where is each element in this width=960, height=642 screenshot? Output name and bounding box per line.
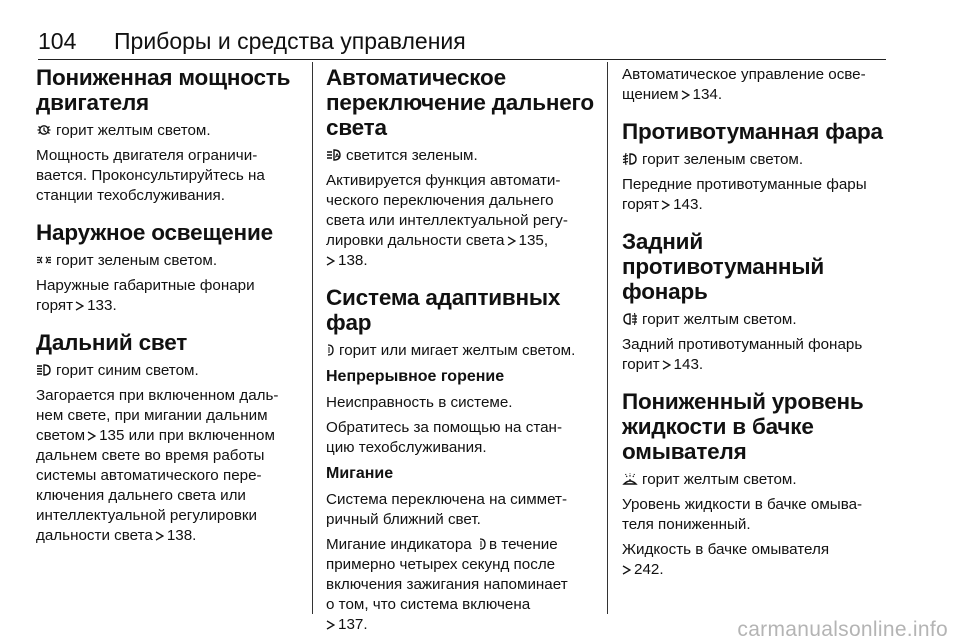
body-text: Автоматическое управление осве- щением 134. (622, 66, 866, 103)
svg-text:A: A (335, 153, 340, 160)
auto-high-beam-icon (326, 148, 342, 162)
section-high-beam (36, 330, 300, 546)
adaptive-headlight-icon (478, 537, 487, 551)
column-divider (312, 62, 313, 614)
indicator-line: A светится зеленым. (326, 146, 596, 166)
subsection-title: Мигание (326, 465, 394, 482)
section-reduced-engine-power (36, 65, 300, 206)
front-fog-light-icon (622, 152, 638, 166)
reference-arrow-icon[interactable] (662, 355, 671, 375)
section-title: Дальний свет (36, 330, 188, 355)
reference-arrow-icon[interactable] (507, 231, 516, 251)
body-text: Система переключена на симмет- ричный ближний свет. (326, 491, 568, 528)
section-auto-high-beam (326, 65, 596, 271)
section-title: Противотуманная фара (622, 119, 883, 144)
indicator-line: горит синим светом. (36, 361, 300, 381)
body-text: Неисправность в системе. (326, 394, 513, 411)
body-text: Обратитесь за помощью на стан- цию техобслуживания. (326, 419, 562, 456)
subsection-title: Непрерывное горение (326, 368, 505, 385)
body-text: Уровень жидкости в бачке омыва- теля пониженный. (622, 496, 863, 533)
rear-fog-light-icon (622, 312, 638, 326)
body-text: Активируется функция автомати- ческого переключения дальнего света или интеллектуальной регу- лировки дальности света 135, 138. (326, 172, 568, 269)
indicator-line: горит желтым светом. (622, 470, 892, 490)
column-divider (607, 62, 608, 614)
column-3 (622, 62, 892, 594)
body-text: Задний противотуманный фонарь горит 143. (622, 336, 863, 373)
side-lights-icon (36, 253, 52, 267)
body-text: Наружные габаритные фонари горят 133. (36, 277, 255, 314)
section-title: Система адаптивных фар (326, 285, 561, 335)
reference-arrow-icon[interactable] (622, 560, 631, 580)
indicator-line: горит зеленым светом. (622, 150, 892, 170)
section-title: Задний противотуманный фонарь (622, 229, 824, 304)
indicator-line: горит желтым светом. (36, 121, 300, 141)
reference-arrow-icon[interactable] (326, 615, 335, 635)
body-text: Мощность двигателя ограничи- вается. Проконсультируйтесь на станции техобслуживания. (36, 147, 265, 204)
body-text: Жидкость в бачке омывателя 242. (622, 541, 830, 578)
adaptive-headlight-icon (326, 343, 335, 357)
body-text: Загорается при включенном даль- нем свете, при мигании дальним светом 135 или при включенном дальнем свете во время работы системы автоматического пере- ключения дальнего света или интеллектуальной регулировки дальности света 138. (36, 387, 279, 544)
indicator-line: горит зеленым светом. (36, 251, 300, 271)
reference-arrow-icon[interactable] (661, 195, 670, 215)
body-text: Мигание индикатора в течение примерно четырех секунд после включения зажигания напоминает о том, что система включена 137. (326, 536, 568, 633)
section-auto-lighting-continued (622, 65, 892, 105)
page-number: 104 (38, 28, 77, 54)
section-title: Наружное освещение (36, 220, 273, 245)
section-title: Пониженный уровень жидкости в бачке омывателя (622, 389, 864, 464)
engine-power-icon (36, 123, 52, 137)
section-front-fog-light (622, 119, 892, 215)
indicator-line: горит или мигает желтым светом. (326, 341, 596, 361)
reference-arrow-icon[interactable] (87, 426, 96, 446)
section-adaptive-headlights (326, 285, 596, 635)
watermark: carmanualsonline.info (737, 618, 948, 641)
body-text: Передние противотуманные фары горят 143. (622, 176, 867, 213)
column-2 (326, 62, 596, 642)
indicator-line: горит желтым светом. (622, 310, 892, 330)
reference-arrow-icon[interactable] (326, 251, 335, 271)
page-header (38, 26, 886, 60)
section-rear-fog-light (622, 229, 892, 375)
reference-arrow-icon[interactable] (155, 526, 164, 546)
section-exterior-lighting (36, 220, 300, 316)
section-low-washer-fluid (622, 389, 892, 580)
high-beam-icon (36, 363, 52, 377)
section-title: Пониженная мощность двигателя (36, 65, 291, 115)
reference-arrow-icon[interactable] (681, 85, 690, 105)
running-title: Приборы и средства управления (114, 28, 466, 54)
reference-arrow-icon[interactable] (75, 296, 84, 316)
section-title: Автоматическое переключение дальнего света (326, 65, 594, 140)
column-1 (36, 62, 300, 560)
washer-fluid-icon (622, 472, 638, 486)
